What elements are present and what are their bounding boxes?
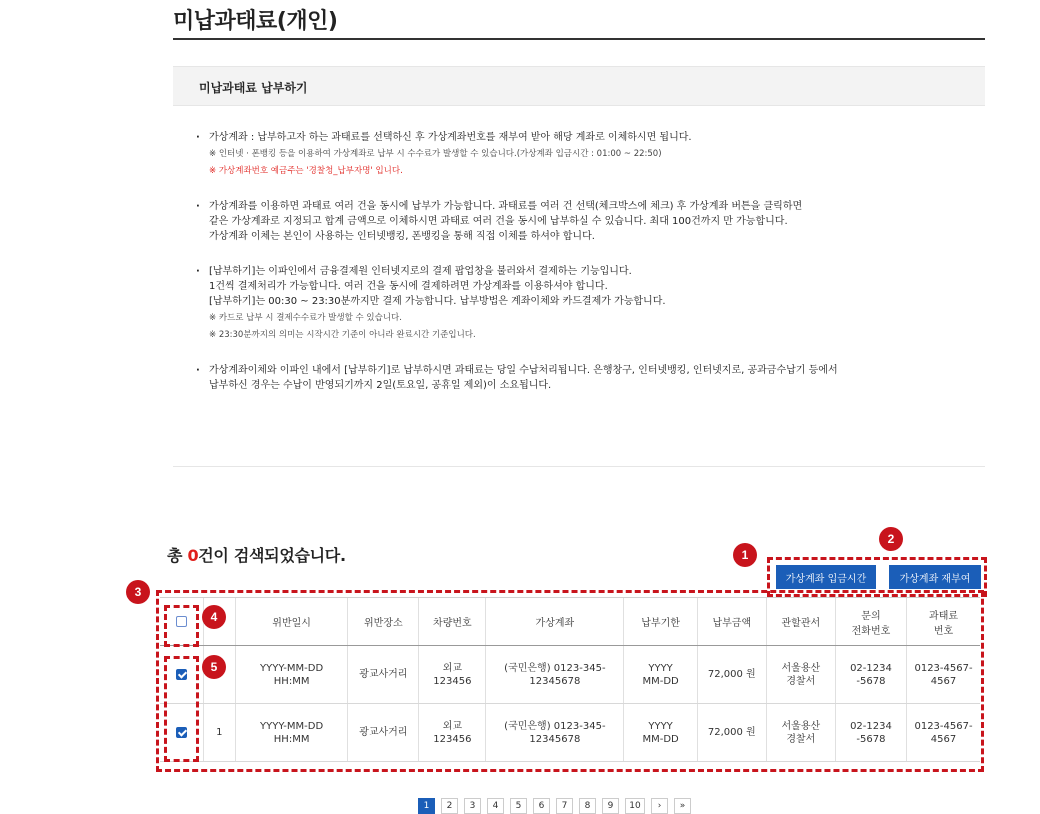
- header-fine-no: 과태료 번호: [907, 598, 980, 646]
- page-link[interactable]: 2: [441, 798, 458, 814]
- header-phone: 문의 전화번호: [835, 598, 906, 646]
- notice-group: [193, 363, 973, 393]
- table-row: [160, 646, 980, 704]
- notice-line: ※ 가상계좌번호 예금주는 '경찰청_납부자명' 입니다.: [209, 166, 403, 176]
- page-link[interactable]: 8: [579, 798, 596, 814]
- page-link[interactable]: 5: [510, 798, 527, 814]
- cell-account: (국민은행) 0123-345- 12345678: [486, 704, 624, 762]
- callout-badge-5: 5: [202, 655, 226, 679]
- fines-table: [160, 597, 980, 762]
- row-number: 1: [203, 704, 235, 762]
- cell-account: (국민은행) 0123-345- 12345678: [486, 646, 624, 704]
- row-checkbox[interactable]: [176, 727, 187, 738]
- row-checkbox[interactable]: [176, 669, 187, 680]
- header-place: 위반장소: [348, 598, 419, 646]
- cell-phone: 02-1234 -5678: [835, 646, 906, 704]
- header-amount: 납부금액: [697, 598, 766, 646]
- cell-car: 외교 123456: [419, 646, 486, 704]
- header-due: 납부기한: [624, 598, 697, 646]
- result-prefix: 총: [167, 546, 188, 565]
- notice-line: 가상계좌 이체는 본인이 사용하는 인터넷뱅킹, 폰뱅킹을 통해 직접 이체를 하셔야 합니다.: [209, 231, 595, 242]
- page-title: 미납과태료(개인): [173, 9, 338, 34]
- cell-due: YYYY MM-DD: [624, 704, 697, 762]
- result-suffix: 건이 검색되었습니다.: [198, 546, 346, 565]
- result-count: 0: [187, 546, 199, 565]
- cell-phone: 02-1234 -5678: [835, 704, 906, 762]
- header-datetime: 위반일시: [236, 598, 348, 646]
- select-all-checkbox[interactable]: [176, 616, 187, 627]
- notice-group: [193, 130, 973, 179]
- title-divider: [173, 38, 985, 40]
- cell-fine-no: 0123-4567- 4567: [907, 704, 980, 762]
- cell-amount: 72,000 원: [697, 704, 766, 762]
- notice-header-box: [173, 66, 985, 106]
- deposit-time-button[interactable]: 가상계좌 입금시간: [776, 565, 876, 589]
- row-select-cell: [160, 646, 203, 704]
- cell-due: YYYY MM-DD: [624, 646, 697, 704]
- header-office: 관할관서: [766, 598, 835, 646]
- cell-office: 서울용산 경찰서: [766, 704, 835, 762]
- cell-datetime: YYYY-MM-DD HH:MM: [236, 704, 348, 762]
- page-link[interactable]: 1: [418, 798, 435, 814]
- table-body: [160, 646, 980, 762]
- notice-line: 같은 가상계좌로 지정되고 합계 금액으로 이체하시면 과태료 여러 건을 동시에 납부하실 수 있습니다. 최대 100건까지 만 가능합니다.: [209, 216, 788, 227]
- cell-datetime: YYYY-MM-DD HH:MM: [236, 646, 348, 704]
- callout-badge-2: 2: [879, 527, 903, 551]
- cell-place: 광교사거리: [348, 646, 419, 704]
- last-page-button[interactable]: »: [674, 798, 691, 814]
- callout-badge-3: 3: [126, 580, 150, 604]
- notice-list: [193, 130, 973, 413]
- notice-title: 미납과태료 납부하기: [199, 81, 308, 95]
- notice-line: ※ 카드로 납부 시 결제수수료가 발생할 수 있습니다.: [209, 313, 402, 323]
- cell-car: 외교 123456: [419, 704, 486, 762]
- cell-fine-no: 0123-4567- 4567: [907, 646, 980, 704]
- next-page-button[interactable]: ›: [651, 798, 668, 814]
- page-link[interactable]: 6: [533, 798, 550, 814]
- header-car: 차량번호: [419, 598, 486, 646]
- notice-line: · 가상계좌이체와 이파인 내에서 [납부하기]로 납부하시면 과태료는 당일 수납처리됩니다. 은행창구, 인터넷뱅킹, 인터넷지로, 공과금수납기 등에서: [193, 363, 973, 378]
- table-row: [160, 704, 980, 762]
- notice-group: [193, 199, 973, 244]
- reissue-account-button[interactable]: 가상계좌 재부여: [889, 565, 981, 589]
- callout-badge-4: 4: [202, 605, 226, 629]
- notice-line: ※ 23:30분까지의 의미는 시작시간 기준이 아니라 완료시간 기준입니다.: [209, 330, 476, 340]
- callout-badge-1: 1: [733, 543, 757, 567]
- notice-line: · [납부하기]는 이파인에서 금융결제원 인터넷지로의 결제 팝업창을 불러와서 결제하는 기능입니다.: [193, 264, 973, 279]
- cell-office: 서울용산 경찰서: [766, 646, 835, 704]
- notice-line: 1건씩 결제처리가 가능합니다. 여러 건을 동시에 결제하려면 가상계좌를 이용하셔야 합니다.: [209, 281, 608, 292]
- notice-group: [193, 264, 973, 343]
- section-divider: [173, 466, 985, 467]
- page-link[interactable]: 10: [625, 798, 645, 814]
- table-header-row: [160, 598, 980, 646]
- page-link[interactable]: 4: [487, 798, 504, 814]
- notice-line: 납부하신 경우는 수납이 반영되기까지 2일(토요일, 공휴일 제외)이 소요됩니다.: [209, 380, 552, 391]
- notice-line: [납부하기]는 00:30 ~ 23:30분까지만 결제 가능합니다. 납부방법은 계좌이체와 카드결제가 가능합니다.: [209, 296, 666, 307]
- notice-line: ※ 인터넷 · 폰뱅킹 등을 이용하여 가상계좌로 납부 시 수수료가 발생할 수 있습니다.(가상계좌 입금시간 : 01:00 ~ 22:50): [209, 149, 662, 159]
- notice-line: · 가상계좌를 이용하면 과태료 여러 건을 동시에 납부가 가능합니다. 과태료를 여러 건 선택(체크박스에 체크) 후 가상계좌 버튼을 클릭하면: [193, 199, 973, 214]
- cell-amount: 72,000 원: [697, 646, 766, 704]
- page-link[interactable]: 7: [556, 798, 573, 814]
- header-select-all: [160, 598, 203, 646]
- notice-line: · 가상계좌 : 납부하고자 하는 과태료를 선택하신 후 가상계좌번호를 재부여 받아 해당 계좌로 이체하시면 됩니다.: [193, 130, 973, 145]
- cell-place: 광교사거리: [348, 704, 419, 762]
- page-link[interactable]: 9: [602, 798, 619, 814]
- pagination: [418, 798, 691, 814]
- page-link[interactable]: 3: [464, 798, 481, 814]
- result-count-text: [167, 543, 346, 566]
- row-select-cell: [160, 704, 203, 762]
- header-account: 가상계좌: [486, 598, 624, 646]
